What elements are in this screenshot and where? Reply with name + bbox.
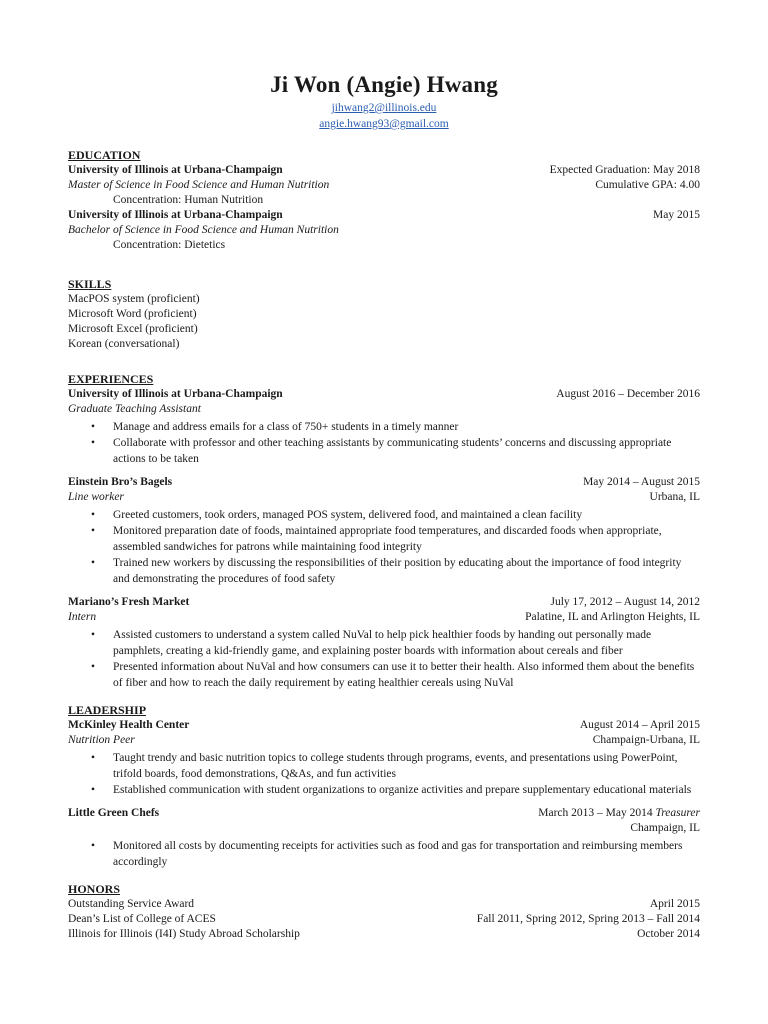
bullet-item: • Manage and address emails for a class of 750+ students in a timely manner	[113, 419, 700, 435]
role-title: Graduate Teaching Assistant	[68, 403, 201, 415]
resume-header	[68, 70, 700, 132]
honor-name: Outstanding Service Award	[68, 898, 195, 910]
honor-date: October 2014	[637, 928, 700, 940]
date-range: August 2014 – April 2015	[579, 719, 700, 731]
concentration: Concentration: Dietetics	[113, 239, 226, 251]
bullet-item: • Monitored preparation date of foods, maintained appropriate food temperatures, and discarded foods when appropriate, assembled sandwiches for patrons while maintaining food integrity	[113, 523, 700, 555]
location: Palatine, IL and Arlington Heights, IL	[525, 611, 700, 623]
honor-date: Fall 2011, Spring 2012, Spring 2013 – Fall 2014	[476, 913, 700, 925]
date-text: March 2013 – May 2014	[538, 807, 653, 819]
organization-name: University of Illinois at Urbana-Champaign	[68, 388, 283, 400]
education-date: May 2015	[653, 209, 700, 221]
degree-name: Bachelor of Science in Food Science and Human Nutrition	[68, 224, 339, 236]
skill-item: Microsoft Excel (proficient)	[68, 323, 198, 335]
education-heading: EDUCATION	[68, 148, 141, 162]
leadership-section	[68, 703, 700, 870]
email-link-secondary[interactable]: angie.hwang93@gmail.com	[319, 118, 449, 130]
email-link-primary[interactable]: jihwang2@illinois.edu	[331, 102, 437, 114]
role-title: Treasurer	[655, 807, 700, 819]
degree-name: Master of Science in Food Science and Human Nutrition	[68, 179, 330, 191]
honors-section	[68, 882, 700, 942]
role-title: Nutrition Peer	[68, 734, 135, 746]
honors-heading: HONORS	[68, 882, 121, 896]
honor-name: Illinois for Illinois (I4I) Study Abroad Scholarship	[68, 928, 300, 940]
skill-item: Korean (conversational)	[68, 338, 180, 350]
date-range	[538, 806, 700, 821]
leadership-heading: LEADERSHIP	[68, 703, 147, 717]
location: Champaign, IL	[630, 822, 700, 834]
honor-item	[68, 927, 700, 942]
candidate-name: Ji Won (Angie) Hwang	[270, 72, 498, 97]
education-entry	[68, 208, 700, 253]
education-section	[68, 148, 700, 253]
date-range: August 2016 – December 2016	[556, 388, 700, 400]
leadership-entry	[68, 718, 700, 798]
education-entry	[68, 163, 700, 208]
experience-entry	[68, 475, 700, 587]
bullet-item: • Greeted customers, took orders, managed POS system, delivered food, and maintained a clean facility	[113, 507, 700, 523]
role-title: Line worker	[68, 491, 124, 503]
bullet-item: • Presented information about NuVal and how consumers can use it to better their health. Also informed them about the benefits of fiber and how to reach the daily requirement by eating healthier cereals using NuVal	[113, 659, 700, 691]
resume-page	[68, 0, 700, 942]
school-name: University of Illinois at Urbana-Champaign	[68, 209, 283, 221]
location: Urbana, IL	[649, 491, 700, 503]
bullet-item: • Monitored all costs by documenting receipts for activities such as food and gas for transportation and reimbursing members accordingly	[113, 838, 700, 870]
honor-date: April 2015	[649, 898, 700, 910]
leadership-entry	[68, 806, 700, 870]
honor-item	[68, 912, 700, 927]
experiences-heading: EXPERIENCES	[68, 372, 154, 386]
honor-item	[68, 897, 700, 912]
date-range: May 2014 – August 2015	[583, 476, 700, 488]
experience-entry	[68, 595, 700, 691]
bullet-item: • Trained new workers by discussing the responsibilities of their position by educating about the importance of food integrity and demonstrating the procedures of food safety	[113, 555, 700, 587]
education-date: Expected Graduation: May 2018	[549, 164, 700, 176]
school-name: University of Illinois at Urbana-Champaign	[68, 164, 283, 176]
honor-name: Dean’s List of College of ACES	[68, 913, 216, 925]
organization-name: Einstein Bro’s Bagels	[68, 476, 173, 488]
organization-name: Mariano’s Fresh Market	[68, 596, 190, 608]
skill-item: MacPOS system (proficient)	[68, 293, 200, 305]
role-title: Intern	[68, 611, 97, 623]
experience-entry	[68, 387, 700, 467]
bullet-item: • Collaborate with professor and other teaching assistants by communicating students’ concerns and discussing appropriate actions to be taken	[113, 435, 700, 467]
skill-item: Microsoft Word (proficient)	[68, 308, 197, 320]
date-range: July 17, 2012 – August 14, 2012	[550, 596, 700, 608]
location: Champaign-Urbana, IL	[592, 734, 700, 746]
organization-name: Little Green Chefs	[68, 807, 160, 819]
bullet-item: • Assisted customers to understand a system called NuVal to help pick healthier foods by handing out personally made pamphlets, creating a kid-friendly game, and explaining poster boards with information about cereals and fiber	[113, 627, 700, 659]
skills-section	[68, 277, 700, 352]
bullet-item: • Established communication with student organizations to organize activities and prepare supplementary educational materials	[113, 782, 700, 798]
gpa: Cumulative GPA: 4.00	[595, 179, 700, 191]
organization-name: McKinley Health Center	[68, 719, 190, 731]
skills-heading: SKILLS	[68, 277, 112, 291]
concentration: Concentration: Human Nutrition	[113, 194, 264, 206]
bullet-item: • Taught trendy and basic nutrition topics to college students through programs, events, and presentations using PowerPoint, trifold boards, food demonstrations, Q&As, and fun activities	[113, 750, 700, 782]
experiences-section	[68, 372, 700, 691]
